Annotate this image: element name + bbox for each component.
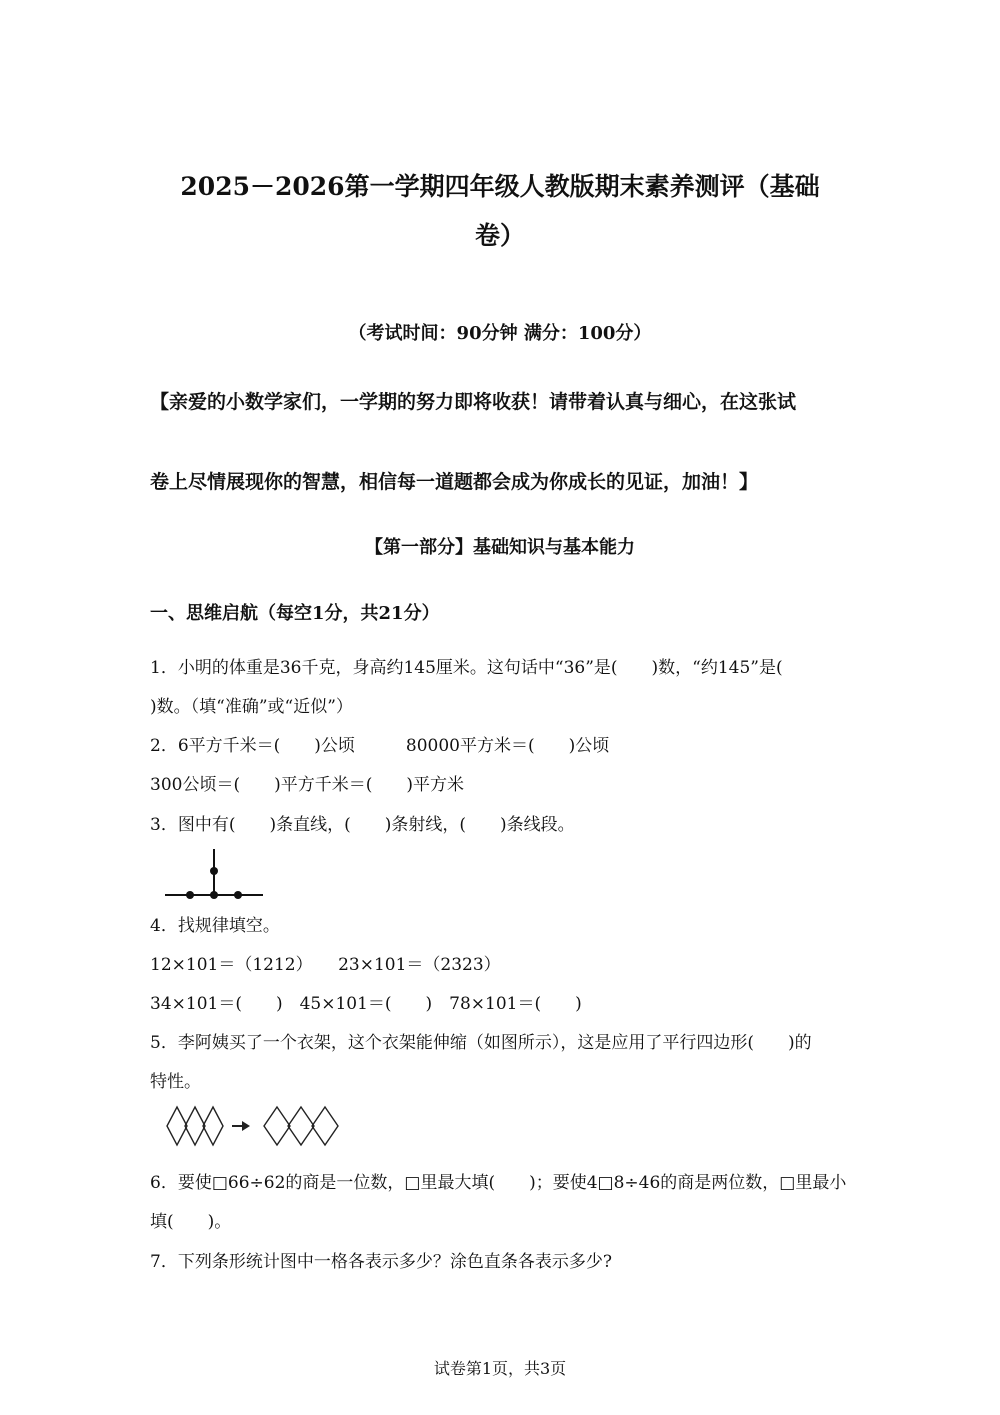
question-5-line-2: 特性。 [150,1072,201,1092]
part-title: 【第一部分】基础知识与基本能力 [365,537,635,558]
question-3: 3．图中有( )条直线，( )条射线，( )条线段。 [150,815,575,835]
point-center [210,891,218,899]
question-5-line-1: 5．李阿姨买了一个衣架，这个衣架能伸缩（如图所示），这是应用了平行四边形( )的 [150,1033,812,1053]
section1-title: 一、思维启航（每空1分，共21分） [150,603,440,624]
point-left [186,891,194,899]
hanger-figure [160,1102,345,1152]
question-7: 7．下列条形统计图中一格各表示多少？涂色直条各表示多少? [150,1252,612,1272]
question-2-line-1: 2．6平方千米＝( )公顷 80000平方米＝( )公顷 [150,736,610,756]
page-footer: 试卷第1页，共3页 [433,1359,567,1378]
question-1-line-1: 1．小明的体重是36千克，身高约145厘米。这句话中“36”是( )数，“约145”是( [150,658,783,678]
exam-info: （考试时间：90分钟 满分：100分） [348,323,652,344]
intro-line-1: 【亲爱的小数学家们，一学期的努力即将收获！请带着认真与细心，在这张试 [150,391,797,413]
question-6-line-2: 填( )。 [150,1212,232,1232]
question-4-line-1: 12×101＝（1212） 23×101＝（2323） [150,955,501,975]
title-line-1: 2025－2026第一学期四年级人教版期末素养测评（基础 [180,172,820,201]
intro-line-2: 卷上尽情展现你的智慧，相信每一道题都会成为你成长的见证，加油！】 [150,471,759,493]
hanger-extended [264,1107,338,1145]
question-1-line-2: )数。（填“准确”或“近似”） [150,697,353,717]
question-4-title: 4．找规律填空。 [150,916,280,936]
question-2-line-2: 300公顷＝( )平方千米＝( )平方米 [150,775,464,795]
arrow-icon [232,1121,250,1131]
line-figure [160,845,270,905]
title-line-2: 卷） [474,221,525,250]
point-right [234,891,242,899]
point-top [210,867,218,875]
question-6-line-1: 6．要使□66÷62的商是一位数，□里最大填( )；要使4□8÷46的商是两位数，□里最小 [150,1173,847,1193]
question-4-line-2: 34×101＝( ) 45×101＝( ) 78×101＝( ) [150,994,582,1014]
hanger-compressed [167,1107,223,1145]
